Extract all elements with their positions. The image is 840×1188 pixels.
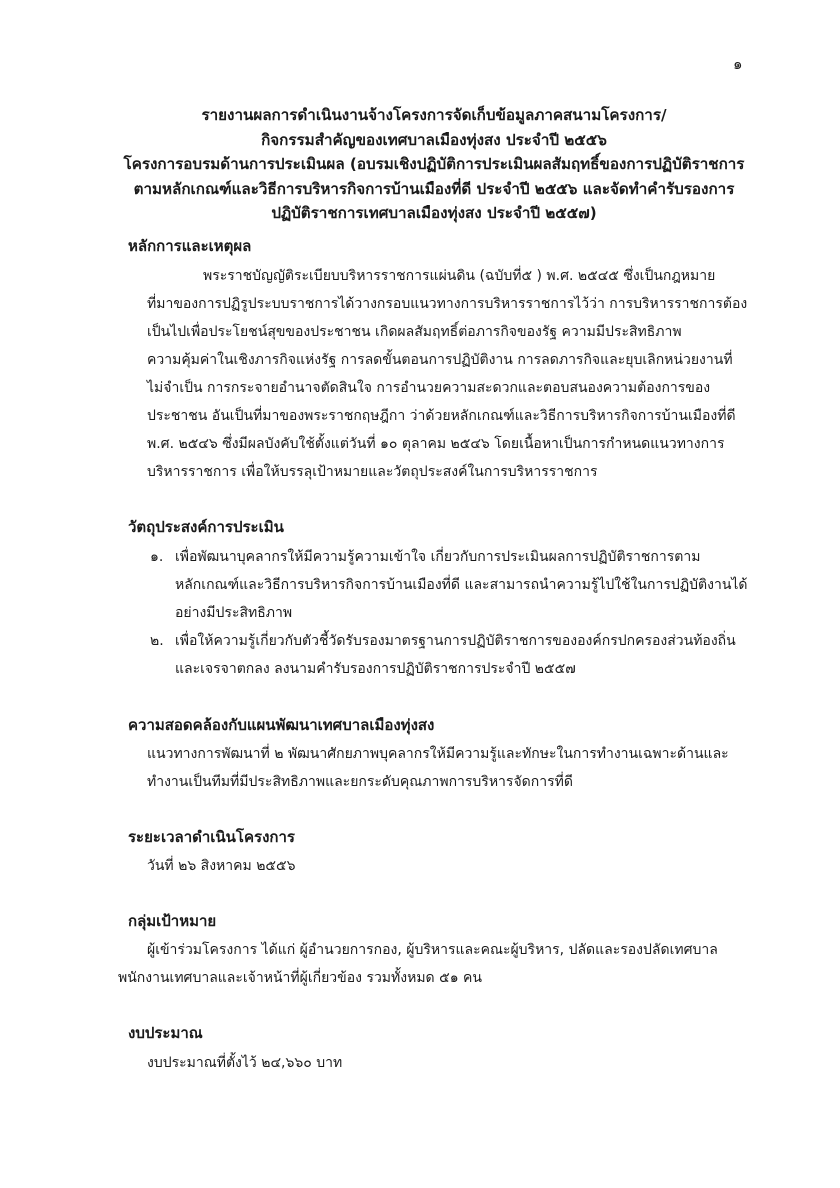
duration-text: วันที่ ๒๖ สิงหาคม ๒๕๕๖ — [147, 858, 296, 874]
paragraph-line: ประชาชน อันเป็นที่มาของพระราชกฤษฎีกา ว่าด้วยหลักเกณฑ์และวิธีการบริหารกิจการบ้านเมืองที่ดี — [147, 408, 736, 424]
list-item-line: เพื่อพัฒนาบุคลากรให้มีความรู้ความเข้าใจ เกี่ยวกับการประเมินผลการปฏิบัติราชการตาม — [175, 549, 701, 565]
list-item-line: และเจรจาตกลง ลงนามคำรับรองการปฏิบัติราชการประจำปี ๒๕๕๗ — [175, 661, 576, 677]
paragraph-line: แนวทางการพัฒนาที่ ๒ พัฒนาศักยภาพบุคลากรให้มีความรู้และทักษะในการทำงานเฉพาะด้านและ — [147, 746, 729, 762]
list-item-line: อย่างมีประสิทธิภาพ — [175, 605, 293, 621]
list-item-line: เพื่อให้ความรู้เกี่ยวกับตัวชี้วัดรับรองมาตรฐานการปฏิบัติราชการขององค์กรปกครองส่วนท้องถิ่น — [175, 633, 736, 649]
paragraph-line: เป็นไปเพื่อประโยชน์สุขของประชาชน เกิดผลสัมฤทธิ์ต่อภารกิจของรัฐ ความมีประสิทธิภาพ — [147, 324, 682, 340]
paragraph-line: ไม่จำเป็น การกระจายอำนาจตัดสินใจ การอำนวยความสะดวกและตอบสนองความต้องการของ — [147, 380, 711, 396]
paragraph-line: พระราชบัญญัติระเบียบบริหารราชการแผ่นดิน (ฉบับที่๕ ) พ.ศ. ๒๕๔๕ ซึ่งเป็นกฎหมาย — [203, 268, 716, 284]
paragraph-line: พ.ศ. ๒๕๔๖ ซึ่งมีผลบังคับใช้ตั้งแต่วันที่ ๑๐ ตุลาคม ๒๕๔๖ โดยเนื้อหาเป็นการกำหนดแนวทางการ — [147, 436, 725, 452]
list-item-line: หลักเกณฑ์และวิธีการบริหารกิจการบ้านเมืองที่ดี และสามารถนำความรู้ไปใช้ในการปฏิบัติงานได้ — [175, 577, 748, 593]
title-line: ปฏิบัติราชการเทศบาลเมืองทุ่งสง ประจำปี ๒๕๕๗) — [271, 204, 597, 222]
title-line: โครงการอบรมด้านการประเมินผล (อบรมเชิงปฏิบัติการประเมินผลสัมฤทธิ์ของการปฏิบัติราชการ — [123, 155, 745, 173]
document-title — [110, 103, 758, 226]
paragraph-line: ทำงานเป็นทีมที่มีประสิทธิภาพและยกระดับคุณภาพการบริหารจัดการที่ดี — [147, 774, 573, 790]
paragraph-line: พนักงานเทศบาลและเจ้าหน้าที่ผู้เกี่ยวข้อง รวมทั้งหมด ๕๑ คน — [118, 970, 482, 986]
section-heading-objectives: วัตถุประสงค์การประเมิน — [128, 518, 284, 536]
section-heading-duration: ระยะเวลาดำเนินโครงการ — [128, 828, 295, 846]
list-number: ๒. — [150, 633, 164, 649]
list-number: ๑. — [150, 549, 164, 565]
section-heading-alignment: ความสอดคล้องกับแผนพัฒนาเทศบาลเมืองทุ่งสง — [128, 716, 435, 734]
paragraph-line: ผู้เข้าร่วมโครงการ ได้แก่ ผู้อำนวยการกอง, ผู้บริหารและคณะผู้บริหาร, ปลัดและรองปลัดเทศบาล — [147, 942, 718, 958]
paragraph-line: บริหารราชการ เพื่อให้บรรลุเป้าหมายและวัตถุประสงค์ในการบริหารราชการ — [147, 464, 598, 480]
section-heading-target: กลุ่มเป้าหมาย — [128, 912, 217, 930]
title-line: กิจกรรมสำคัญของเทศบาลเมืองทุ่งสง ประจำปี ๒๕๕๖ — [261, 130, 607, 149]
page-number: ๑ — [733, 55, 743, 73]
section-heading-principles: หลักการและเหตุผล — [128, 237, 252, 255]
title-line: รายงานผลการดำเนินงานจ้างโครงการจัดเก็บข้อมูลภาคสนามโครงการ/ — [201, 106, 667, 124]
paragraph-line: ที่มาของการปฏิรูประบบราชการได้วางกรอบแนวทางการบริหารราชการไว้ว่า การบริหารราชการต้อง — [147, 296, 748, 312]
paragraph-line: ความคุ้มค่าในเชิงภารกิจแห่งรัฐ การลดขั้นตอนการปฏิบัติงาน การลดภารกิจและยุบเลิกหน่วยงานที่ — [147, 352, 733, 368]
budget-text: งบประมาณที่ตั้งไว้ ๒๔,๖๖๐ บาท — [147, 1055, 343, 1071]
title-line: ตามหลักเกณฑ์และวิธีการบริหารกิจการบ้านเมืองที่ดี ประจำปี ๒๕๕๖ และจัดทำคำรับรองการ — [133, 179, 735, 198]
section-heading-budget: งบประมาณ — [128, 1024, 203, 1042]
